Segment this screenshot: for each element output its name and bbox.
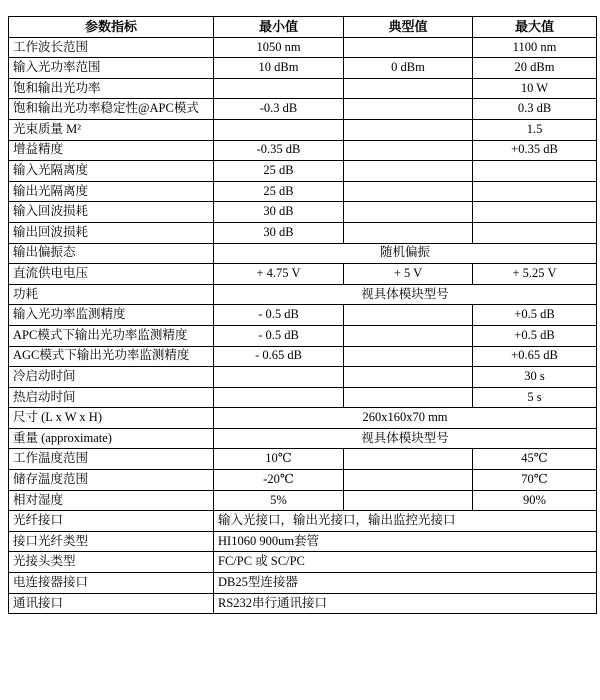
param-cell: 输入光功率范围 <box>9 58 214 79</box>
table-row <box>9 243 597 264</box>
typ-value-cell: + 5 V <box>344 264 473 285</box>
param-cell: 相对湿度 <box>9 490 214 511</box>
header-typical-value: 典型值 <box>344 17 473 38</box>
max-value-cell <box>473 222 597 243</box>
max-value-cell: +0.5 dB <box>473 305 597 326</box>
table-row <box>9 490 597 511</box>
min-value-cell: 5% <box>214 490 344 511</box>
param-cell: 热启动时间 <box>9 387 214 408</box>
max-value-cell: 0.3 dB <box>473 99 597 120</box>
table-row <box>9 222 597 243</box>
max-value-cell <box>473 202 597 223</box>
table-row <box>9 305 597 326</box>
param-cell: 功耗 <box>9 284 214 305</box>
typ-value-cell <box>344 161 473 182</box>
span-value-cell: 260x160x70 mm <box>214 408 597 429</box>
min-value-cell: 1050 nm <box>214 37 344 58</box>
max-value-cell: 90% <box>473 490 597 511</box>
min-value-cell: 10℃ <box>214 449 344 470</box>
min-value-cell: 25 dB <box>214 161 344 182</box>
span-value-cell: HI1060 900um套管 <box>214 531 597 552</box>
typ-value-cell <box>344 490 473 511</box>
span-value-cell: 视具体模块型号 <box>214 284 597 305</box>
table-row <box>9 552 597 573</box>
param-cell: 光束质量 M² <box>9 119 214 140</box>
param-cell: 输入光功率监测精度 <box>9 305 214 326</box>
typ-value-cell <box>344 202 473 223</box>
table-row <box>9 264 597 285</box>
table-row <box>9 428 597 449</box>
spec-table-body <box>9 37 597 614</box>
max-value-cell: 10 W <box>473 78 597 99</box>
param-cell: 通讯接口 <box>9 593 214 614</box>
table-row <box>9 99 597 120</box>
param-cell: 输出光隔离度 <box>9 181 214 202</box>
min-value-cell: -0.35 dB <box>214 140 344 161</box>
table-row <box>9 161 597 182</box>
span-value-cell: 视具体模块型号 <box>214 428 597 449</box>
max-value-cell: 1100 nm <box>473 37 597 58</box>
max-value-cell: +0.65 dB <box>473 346 597 367</box>
param-cell: 光纤接口 <box>9 511 214 532</box>
min-value-cell: -20℃ <box>214 470 344 491</box>
typ-value-cell <box>344 181 473 202</box>
min-value-cell <box>214 119 344 140</box>
param-cell: APC模式下输出光功率监测精度 <box>9 325 214 346</box>
max-value-cell <box>473 161 597 182</box>
typ-value-cell <box>344 325 473 346</box>
table-row <box>9 284 597 305</box>
min-value-cell: - 0.65 dB <box>214 346 344 367</box>
typ-value-cell <box>344 367 473 388</box>
max-value-cell: +0.35 dB <box>473 140 597 161</box>
param-cell: 工作波长范围 <box>9 37 214 58</box>
param-cell: 尺寸 (L x W x H) <box>9 408 214 429</box>
span-value-cell: 随机偏振 <box>214 243 597 264</box>
min-value-cell: 30 dB <box>214 222 344 243</box>
table-row <box>9 140 597 161</box>
param-cell: 增益精度 <box>9 140 214 161</box>
min-value-cell: + 4.75 V <box>214 264 344 285</box>
table-row <box>9 325 597 346</box>
typ-value-cell <box>344 305 473 326</box>
max-value-cell: +0.5 dB <box>473 325 597 346</box>
min-value-cell <box>214 387 344 408</box>
param-cell: 冷启动时间 <box>9 367 214 388</box>
table-row <box>9 387 597 408</box>
typ-value-cell <box>344 140 473 161</box>
table-row <box>9 511 597 532</box>
min-value-cell <box>214 78 344 99</box>
param-cell: AGC模式下输出光功率监测精度 <box>9 346 214 367</box>
typ-value-cell <box>344 346 473 367</box>
param-cell: 工作温度范围 <box>9 449 214 470</box>
table-row <box>9 408 597 429</box>
min-value-cell: 25 dB <box>214 181 344 202</box>
min-value-cell: 10 dBm <box>214 58 344 79</box>
max-value-cell: 5 s <box>473 387 597 408</box>
param-cell: 重量 (approximate) <box>9 428 214 449</box>
param-cell: 饱和输出光功率 <box>9 78 214 99</box>
table-row <box>9 531 597 552</box>
min-value-cell: - 0.5 dB <box>214 325 344 346</box>
min-value-cell: 30 dB <box>214 202 344 223</box>
table-row <box>9 593 597 614</box>
typ-value-cell <box>344 78 473 99</box>
param-cell: 输出回波损耗 <box>9 222 214 243</box>
span-value-cell: RS232串行通讯接口 <box>214 593 597 614</box>
min-value-cell: - 0.5 dB <box>214 305 344 326</box>
table-row <box>9 573 597 594</box>
table-row <box>9 449 597 470</box>
max-value-cell <box>473 181 597 202</box>
param-cell: 输出偏振态 <box>9 243 214 264</box>
param-cell: 接口光纤类型 <box>9 531 214 552</box>
table-row <box>9 37 597 58</box>
table-row <box>9 181 597 202</box>
param-cell: 光接头类型 <box>9 552 214 573</box>
typ-value-cell <box>344 470 473 491</box>
spec-table-header <box>9 17 597 38</box>
param-cell: 电连接器接口 <box>9 573 214 594</box>
param-cell: 输入回波损耗 <box>9 202 214 223</box>
header-parameter: 参数指标 <box>9 17 214 38</box>
span-value-cell: 输入光接口，输出光接口，输出监控光接口 <box>214 511 597 532</box>
max-value-cell: 20 dBm <box>473 58 597 79</box>
max-value-cell: + 5.25 V <box>473 264 597 285</box>
typ-value-cell: 0 dBm <box>344 58 473 79</box>
typ-value-cell <box>344 99 473 120</box>
table-row <box>9 470 597 491</box>
max-value-cell: 70℃ <box>473 470 597 491</box>
table-row <box>9 346 597 367</box>
table-row <box>9 58 597 79</box>
table-row <box>9 367 597 388</box>
param-cell: 直流供电电压 <box>9 264 214 285</box>
param-cell: 储存温度范围 <box>9 470 214 491</box>
typ-value-cell <box>344 449 473 470</box>
table-row <box>9 202 597 223</box>
table-row <box>9 119 597 140</box>
header-row <box>9 17 597 38</box>
max-value-cell: 1.5 <box>473 119 597 140</box>
typ-value-cell <box>344 387 473 408</box>
table-row <box>9 78 597 99</box>
typ-value-cell <box>344 119 473 140</box>
header-min-value: 最小值 <box>214 17 344 38</box>
param-cell: 输入光隔离度 <box>9 161 214 182</box>
min-value-cell: -0.3 dB <box>214 99 344 120</box>
max-value-cell: 30 s <box>473 367 597 388</box>
typ-value-cell <box>344 37 473 58</box>
param-cell: 饱和输出光功率稳定性@APC模式 <box>9 99 214 120</box>
max-value-cell: 45℃ <box>473 449 597 470</box>
span-value-cell: FC/PC 或 SC/PC <box>214 552 597 573</box>
spec-table <box>8 16 597 614</box>
typ-value-cell <box>344 222 473 243</box>
header-max-value: 最大值 <box>473 17 597 38</box>
span-value-cell: DB25型连接器 <box>214 573 597 594</box>
min-value-cell <box>214 367 344 388</box>
